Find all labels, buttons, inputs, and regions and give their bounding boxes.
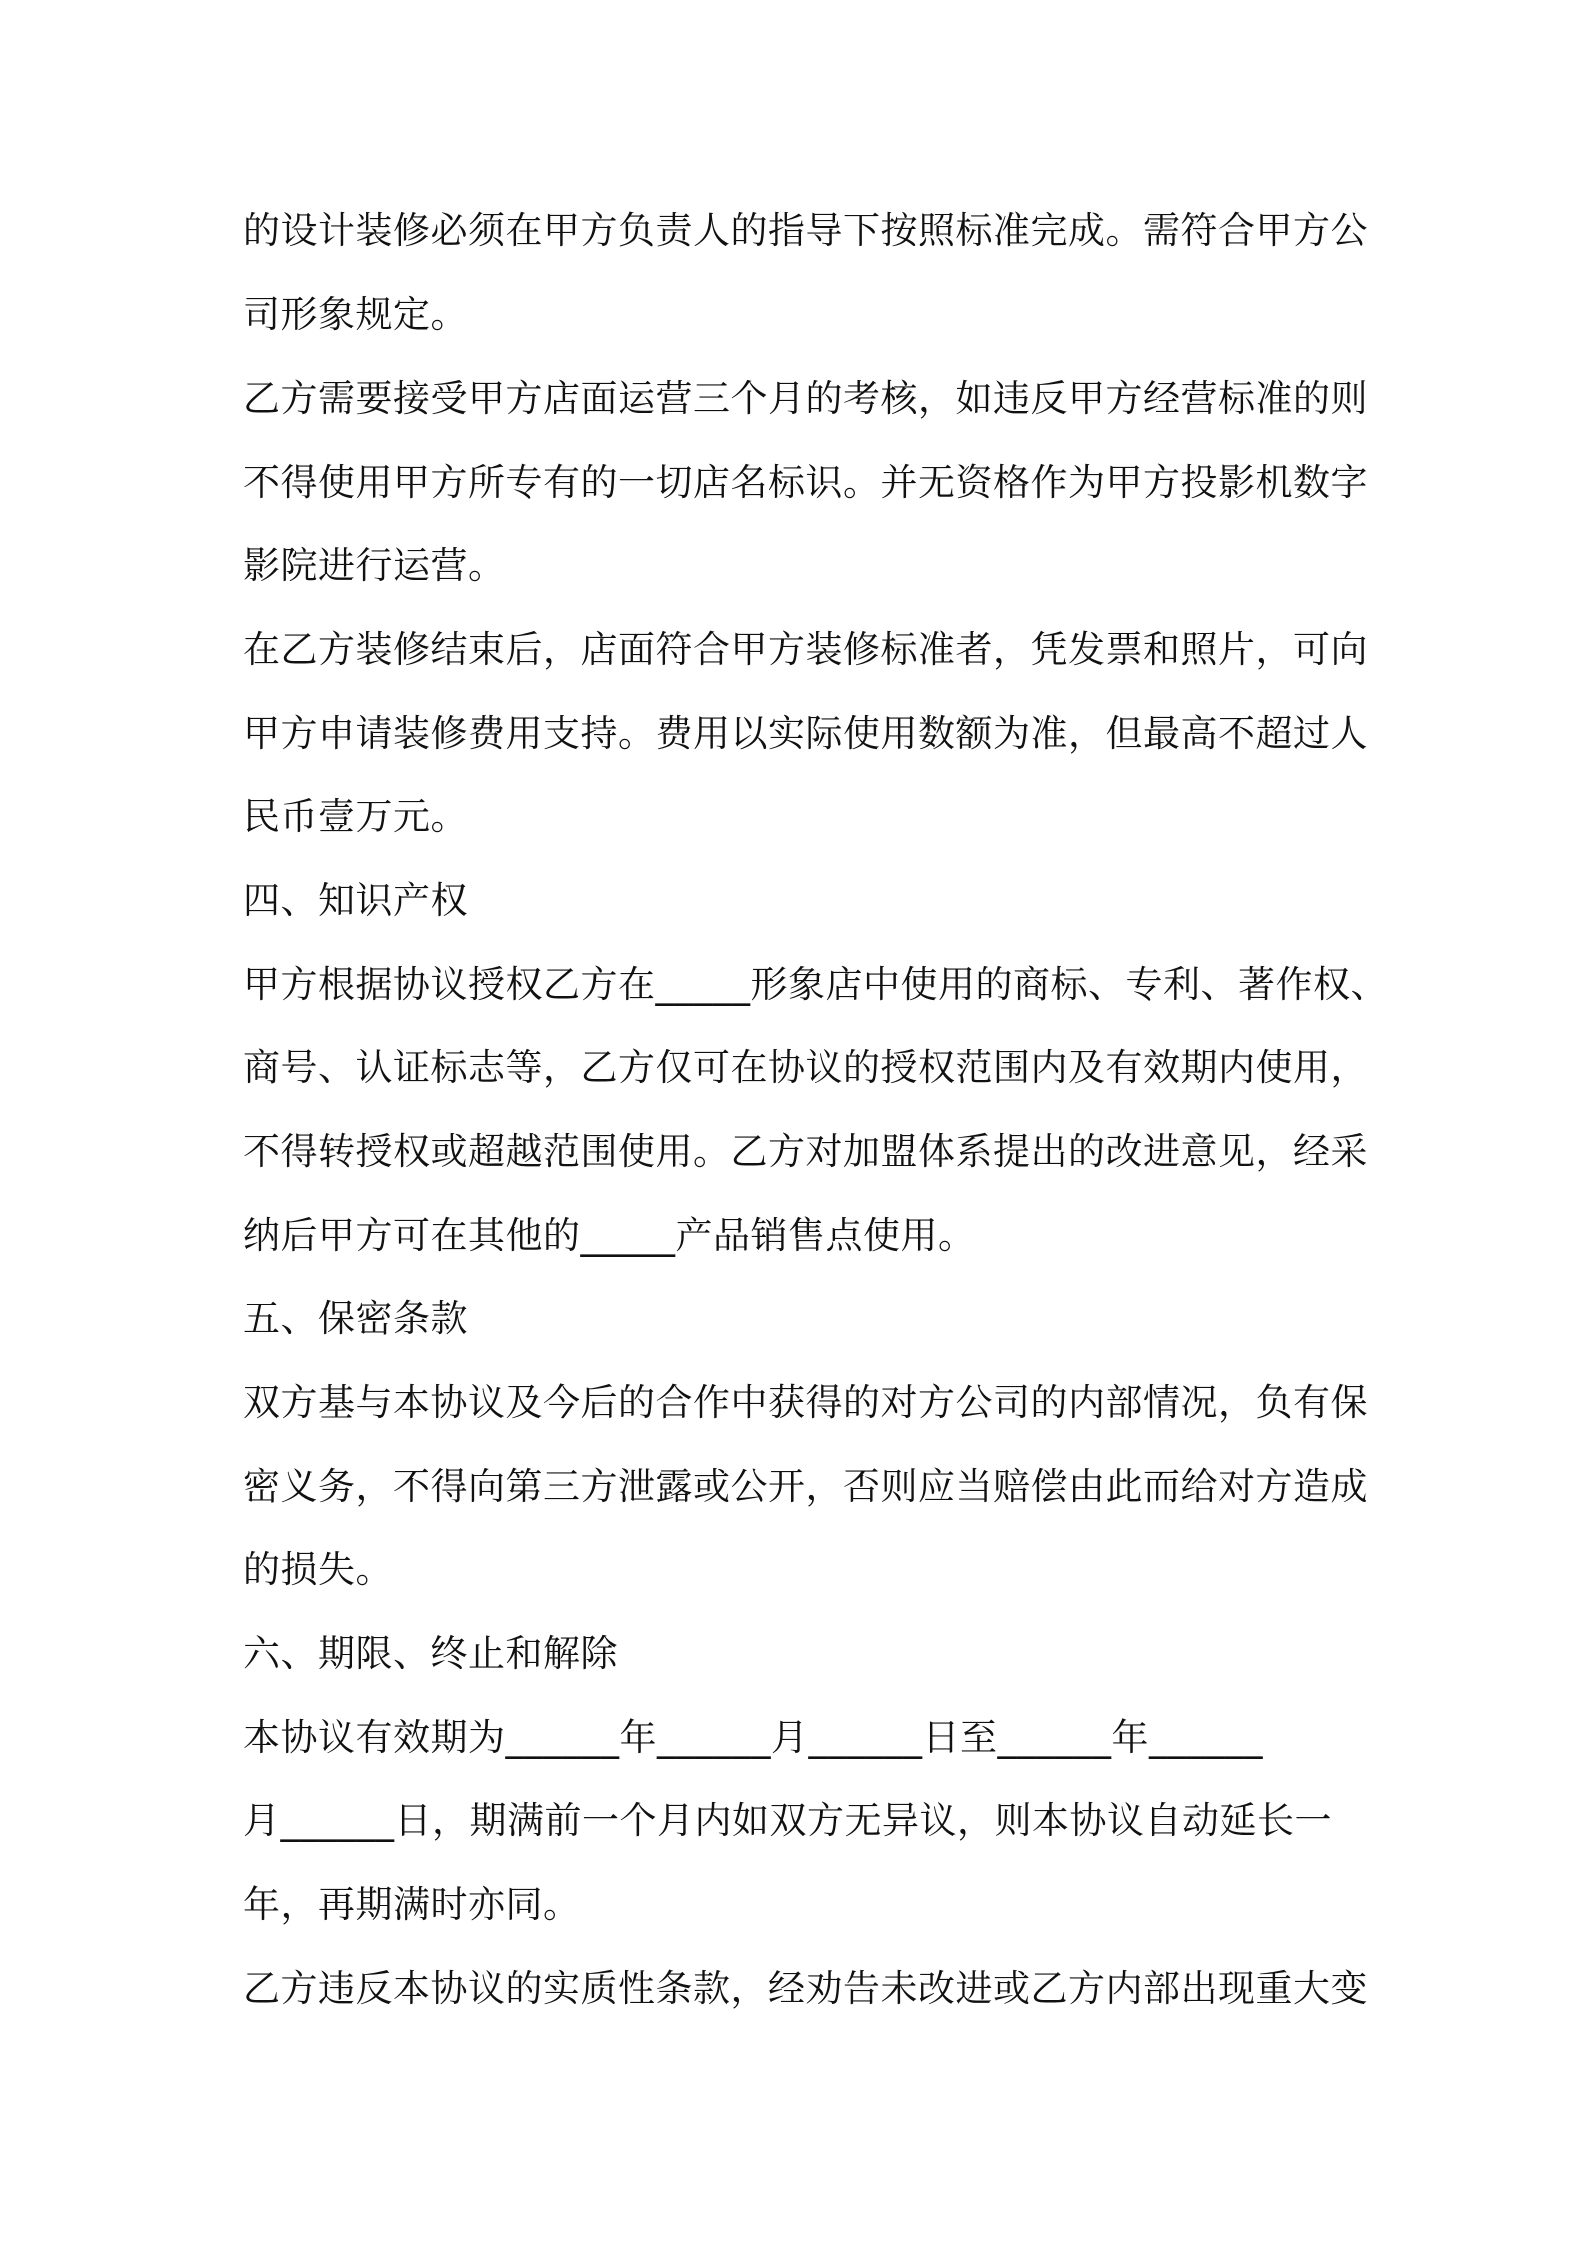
paragraph-line: 不得转授权或超越范围使用。乙方对加盟体系提出的改进意见，经采 [243, 1130, 1368, 1173]
paragraph-line: 在乙方装修结束后，店面符合甲方装修标准者，凭发票和照片，可向 [243, 628, 1368, 671]
paragraph-line: 年，再期满时亦同。 [243, 1883, 581, 1926]
section-heading: 五、保密条款 [243, 1297, 468, 1340]
paragraph-line: 的设计装修必须在甲方负责人的指导下按照标准完成。需符合甲方公 [243, 209, 1368, 252]
paragraph-line: 甲方申请装修费用支持。费用以实际使用数额为准，但最高不超过人 [243, 712, 1368, 755]
paragraph-line: 不得使用甲方所专有的一切店名标识。并无资格作为甲方投影机数字 [243, 461, 1368, 504]
paragraph-line: 民币壹万元。 [243, 795, 468, 838]
paragraph-line: 的损失。 [243, 1548, 393, 1591]
paragraph-line: 本协议有效期为______年______月______日至______年______ [243, 1716, 1263, 1759]
section-heading: 六、期限、终止和解除 [243, 1632, 618, 1675]
paragraph-line: 司形象规定。 [243, 293, 468, 336]
paragraph-line: 乙方需要接受甲方店面运营三个月的考核，如违反甲方经营标准的则 [243, 377, 1368, 420]
paragraph-line: 纳后甲方可在其他的_____产品销售点使用。 [243, 1214, 976, 1257]
paragraph-line: 月______日，期满前一个月内如双方无异议，则本协议自动延长一 [243, 1799, 1332, 1842]
paragraph-line: 双方基与本协议及今后的合作中获得的对方公司的内部情况，负有保 [243, 1381, 1368, 1424]
paragraph-line: 商号、认证标志等，乙方仅可在协议的授权范围内及有效期内使用， [243, 1046, 1368, 1089]
paragraph-line: 影院进行运营。 [243, 544, 506, 587]
paragraph-line: 密义务，不得向第三方泄露或公开，否则应当赔偿由此而给对方造成 [243, 1465, 1368, 1508]
paragraph-line: 乙方违反本协议的实质性条款，经劝告未改进或乙方内部出现重大变 [243, 1967, 1368, 2010]
section-heading: 四、知识产权 [243, 879, 468, 922]
paragraph-line: 甲方根据协议授权乙方在_____形象店中使用的商标、专利、著作权、 [243, 963, 1388, 1006]
